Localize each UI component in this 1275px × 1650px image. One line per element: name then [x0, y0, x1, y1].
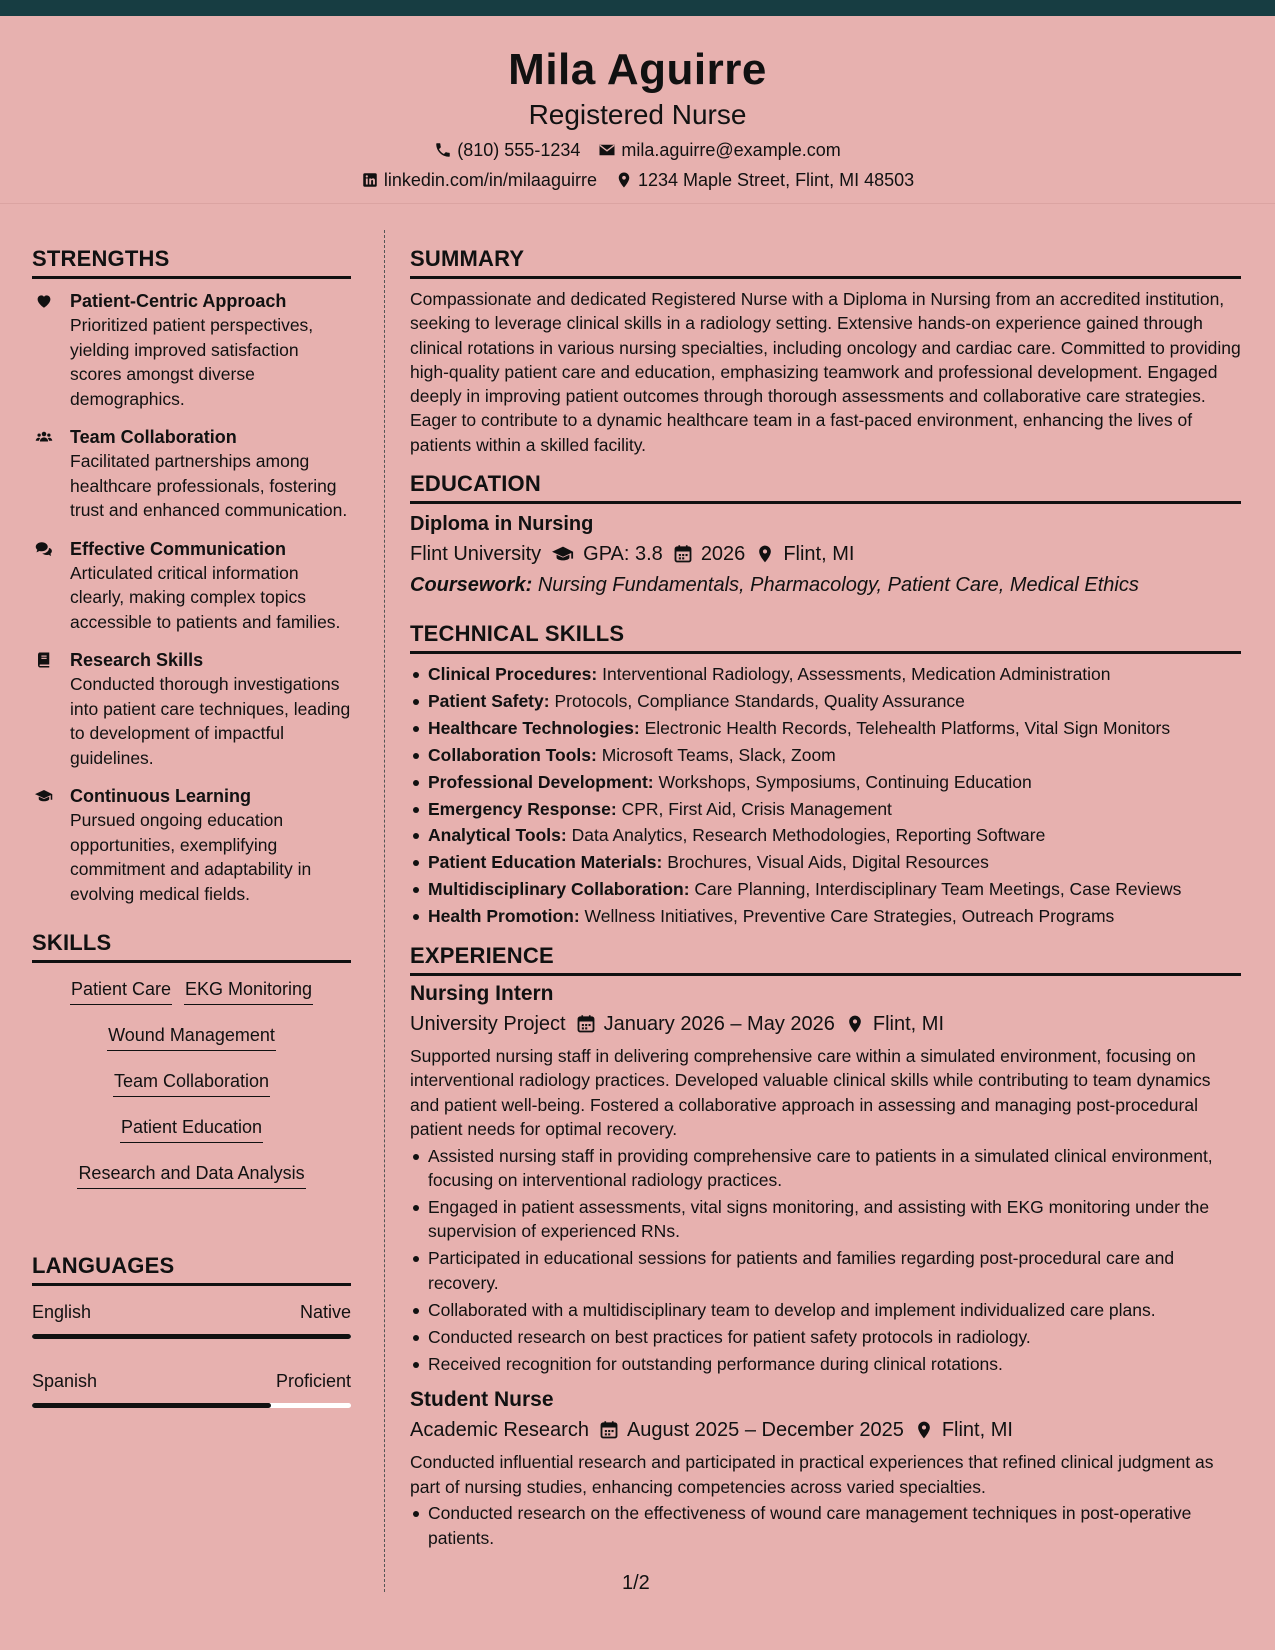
- email-contact[interactable]: [598, 138, 840, 162]
- language-name: Spanish: [32, 1371, 98, 1391]
- skill-label: Multidisciplinary Collaboration:: [428, 879, 690, 900]
- calendar-icon: [673, 544, 693, 564]
- skill-value: Data Analytics, Research Methodologies, Reporting Software: [571, 825, 1046, 846]
- phone-contact[interactable]: [434, 138, 580, 162]
- list-item: [410, 877, 1241, 902]
- skill-chip: Wound Management: [107, 1023, 276, 1051]
- experience-section: [410, 941, 1241, 1550]
- job-bullets: [410, 1144, 1241, 1376]
- users-icon: [35, 428, 53, 446]
- list-item: Collaborated with a multidisciplinary team to develop and implement individualized care plans.: [410, 1298, 1241, 1323]
- skills-section: [32, 928, 351, 1207]
- job-entry: [410, 1386, 1241, 1550]
- education-location: Flint, MI: [783, 543, 855, 566]
- job-location: Flint, MI: [941, 1419, 1013, 1442]
- skill-value: Microsoft Teams, Slack, Zoom: [601, 744, 836, 765]
- list-item: [410, 770, 1241, 795]
- education-section: [410, 469, 1241, 599]
- list-item: Participated in educational sessions for patients and families regarding post-procedural care and recovery.: [410, 1246, 1241, 1295]
- strength-title: Effective Communication: [70, 538, 287, 559]
- skill-label: Professional Development:: [428, 771, 654, 792]
- list-item: Engaged in patient assessments, vital signs monitoring, and assisting with EKG monitoring under the supervision of experienced RNs.: [410, 1195, 1241, 1244]
- list-item: Received recognition for outstanding performance during clinical rotations.: [410, 1352, 1241, 1377]
- summary-section: [410, 244, 1241, 457]
- skill-chip: EKG Monitoring: [184, 977, 313, 1005]
- summary-heading: SUMMARY: [410, 244, 1241, 279]
- page-number: 1/2: [622, 1572, 650, 1594]
- address-contact: [615, 168, 914, 192]
- job-org: Academic Research: [410, 1419, 589, 1442]
- strength-item: [32, 648, 351, 770]
- coursework-label: Coursework:: [410, 574, 533, 597]
- language-name: English: [32, 1302, 92, 1322]
- skill-value: Wellness Initiatives, Preventive Care Strategies, Outreach Programs: [584, 906, 1115, 927]
- address-text: 1234 Maple Street, Flint, MI 48503: [637, 170, 915, 190]
- gpa-text: GPA: 3.8: [583, 543, 663, 566]
- map-marker-icon: [845, 1013, 865, 1035]
- language-proficiency-fill: [32, 1334, 351, 1339]
- skill-label: Collaboration Tools:: [428, 744, 597, 765]
- skill-value: CPR, First Aid, Crisis Management: [621, 798, 892, 819]
- job-bullets: [410, 1501, 1241, 1550]
- strengths-section: [32, 244, 351, 906]
- language-proficiency-bar: [32, 1403, 351, 1408]
- skill-value: Care Planning, Interdisciplinary Team Meetings, Case Reviews: [694, 879, 1182, 900]
- summary-text: Compassionate and dedicated Registered Nurse with a Diploma in Nursing from an accredited institution, seeking to leverage clinical skills in a radiology setting. Extensive hands-on experience gained through clinical rotations in various nursing specialties, including oncology and cardiac care. Committed to providing high-quality patient care and education, emphasizing teamwork and professional development. Engaged deeply in improving patient outcomes through thorough assessments and collaborative care strategies. Eager to contribute to a dynamic healthcare team in a fast-paced environment, enhancing the lives of patients within a skilled facility.: [410, 289, 1241, 455]
- technical-skills-section: [410, 619, 1241, 929]
- resume-header: [0, 16, 1275, 204]
- list-item: [410, 743, 1241, 768]
- language-level: Native: [299, 1302, 351, 1322]
- languages-section: [32, 1251, 351, 1408]
- list-item: [410, 823, 1241, 848]
- top-accent-bar: [0, 0, 1275, 16]
- graduation-year: 2026: [700, 543, 746, 566]
- list-item: Conducted research on the effectiveness of wound care management techniques in post-operative patients.: [410, 1501, 1241, 1550]
- strength-title: Team Collaboration: [70, 427, 237, 447]
- technical-skills-list: [410, 662, 1241, 929]
- strength-desc: Pursued ongoing education opportunities, exemplifying commitment and adaptability in evolving medical fields.: [70, 810, 312, 904]
- skill-label: Healthcare Technologies:: [428, 717, 640, 738]
- coursework-line: [410, 571, 1241, 599]
- education-meta: [410, 540, 1241, 568]
- job-title: Nursing Intern: [410, 981, 554, 1005]
- job-dates: January 2026 – May 2026: [603, 1012, 835, 1035]
- comments-icon: [35, 540, 53, 558]
- strength-title: Continuous Learning: [70, 786, 251, 806]
- skill-value: Protocols, Compliance Standards, Quality Assurance: [554, 690, 965, 711]
- linkedin-text: linkedin.com/in/milaaguirre: [383, 170, 597, 190]
- strength-item: [32, 784, 351, 906]
- map-marker-icon: [755, 543, 775, 565]
- list-item: [410, 850, 1241, 875]
- languages-heading: LANGUAGES: [32, 1251, 351, 1286]
- strength-desc: Facilitated partnerships among healthcare professionals, fostering trust and enhanced communication.: [70, 451, 348, 520]
- map-marker-icon: [914, 1419, 934, 1441]
- strength-title: Research Skills: [70, 650, 204, 670]
- list-item: [410, 904, 1241, 929]
- strength-item: [32, 537, 351, 635]
- skill-value: Interventional Radiology, Assessments, Medication Administration: [602, 664, 1111, 685]
- book-icon: [35, 651, 53, 669]
- language-proficiency-fill: [32, 1403, 271, 1408]
- job-location: Flint, MI: [872, 1012, 945, 1035]
- strength-item: [32, 425, 351, 523]
- linkedin-contact[interactable]: [361, 168, 597, 192]
- list-item: [410, 689, 1241, 714]
- job-description: Conducted influential research and participated in practical experiences that refined clinical judgment as part of nursing studies, enhancing competencies across varied specialties.: [410, 1452, 1214, 1497]
- skills-list: [32, 977, 351, 1207]
- job-meta: [410, 1010, 1241, 1038]
- skill-chip: Patient Care: [70, 977, 172, 1005]
- job-org: University Project: [410, 1012, 566, 1035]
- language-row: [32, 1369, 351, 1393]
- map-marker-icon: [615, 171, 633, 189]
- graduation-cap-icon: [35, 787, 53, 805]
- right-column: [410, 244, 1241, 1552]
- skill-chip: Patient Education: [120, 1115, 263, 1143]
- job-meta: [410, 1416, 1241, 1444]
- contact-row-2: [0, 168, 1275, 192]
- candidate-role: Registered Nurse: [528, 99, 747, 130]
- linkedin-icon: [361, 171, 379, 189]
- skill-label: Health Promotion:: [428, 906, 580, 927]
- experience-heading: EXPERIENCE: [410, 941, 1241, 976]
- list-item: Assisted nursing staff in providing comprehensive care to patients in a simulated clinical environment, focusing on interventional radiology practices.: [410, 1144, 1241, 1193]
- job-title: Student Nurse: [410, 1388, 554, 1412]
- skill-label: Analytical Tools:: [428, 825, 567, 846]
- language-row: [32, 1300, 351, 1324]
- phone-icon: [434, 141, 452, 159]
- language-list: [32, 1300, 351, 1408]
- left-column: [32, 244, 351, 1438]
- coursework-text: Nursing Fundamentals, Pharmacology, Patient Care, Medical Ethics: [537, 574, 1139, 597]
- language-level: Proficient: [275, 1371, 351, 1391]
- strength-desc: Articulated critical information clearly, making complex topics accessible to patients and families.: [70, 562, 341, 632]
- language-proficiency-bar: [32, 1334, 351, 1339]
- skill-value: Workshops, Symposiums, Continuing Education: [658, 771, 1032, 792]
- list-item: Conducted research on best practices for patient safety protocols in radiology.: [410, 1325, 1241, 1350]
- calendar-icon: [576, 1014, 596, 1034]
- email-text: mila.aguirre@example.com: [621, 140, 841, 160]
- calendar-icon: [599, 1420, 619, 1440]
- graduation-cap-icon: [551, 543, 575, 565]
- list-item: [410, 716, 1241, 741]
- skill-label: Patient Education Materials:: [428, 852, 663, 873]
- job-entry: [410, 980, 1241, 1376]
- heart-icon: [35, 292, 53, 310]
- skill-value: Electronic Health Records, Telehealth Platforms, Vital Sign Monitors: [644, 717, 1171, 738]
- skill-chip: Team Collaboration: [113, 1069, 270, 1097]
- candidate-name: Mila Aguirre: [508, 45, 767, 94]
- contact-row-1: [0, 138, 1275, 162]
- job-dates: August 2025 – December 2025: [626, 1419, 904, 1442]
- phone-text: (810) 555-1234: [457, 140, 581, 160]
- strength-desc: Prioritized patient perspectives, yielding improved satisfaction scores amongst diverse demographics.: [70, 315, 314, 409]
- skill-label: Emergency Response:: [428, 798, 617, 819]
- degree-title: Diploma in Nursing: [410, 513, 594, 536]
- strength-desc: Conducted thorough investigations into patient care techniques, leading to development of impactful guidelines.: [70, 674, 351, 768]
- list-item: [410, 797, 1241, 822]
- list-item: [410, 662, 1241, 687]
- skill-value: Brochures, Visual Aids, Digital Resources: [667, 852, 989, 873]
- skills-heading: SKILLS: [32, 928, 351, 963]
- technical-skills-heading: TECHNICAL SKILLS: [410, 619, 1241, 654]
- envelope-icon: [598, 141, 616, 159]
- strengths-heading: STRENGTHS: [32, 244, 351, 279]
- strength-item: [32, 289, 351, 411]
- strength-title: Patient-Centric Approach: [70, 291, 287, 311]
- skill-label: Clinical Procedures:: [428, 664, 598, 685]
- skill-chip: Research and Data Analysis: [77, 1161, 305, 1189]
- education-heading: EDUCATION: [410, 469, 1241, 504]
- job-description: Supported nursing staff in delivering comprehensive care within a simulated environment, focusing on interventional radiology practices. Developed valuable clinical skills while contributing to team dynamics and patient well-being. Fostered a collaborative approach in assessing and managing post-procedural patient needs for optimal recovery.: [410, 1045, 1211, 1140]
- skill-label: Patient Safety:: [428, 690, 550, 711]
- school-name: Flint University: [410, 543, 542, 566]
- column-divider: [384, 230, 385, 1592]
